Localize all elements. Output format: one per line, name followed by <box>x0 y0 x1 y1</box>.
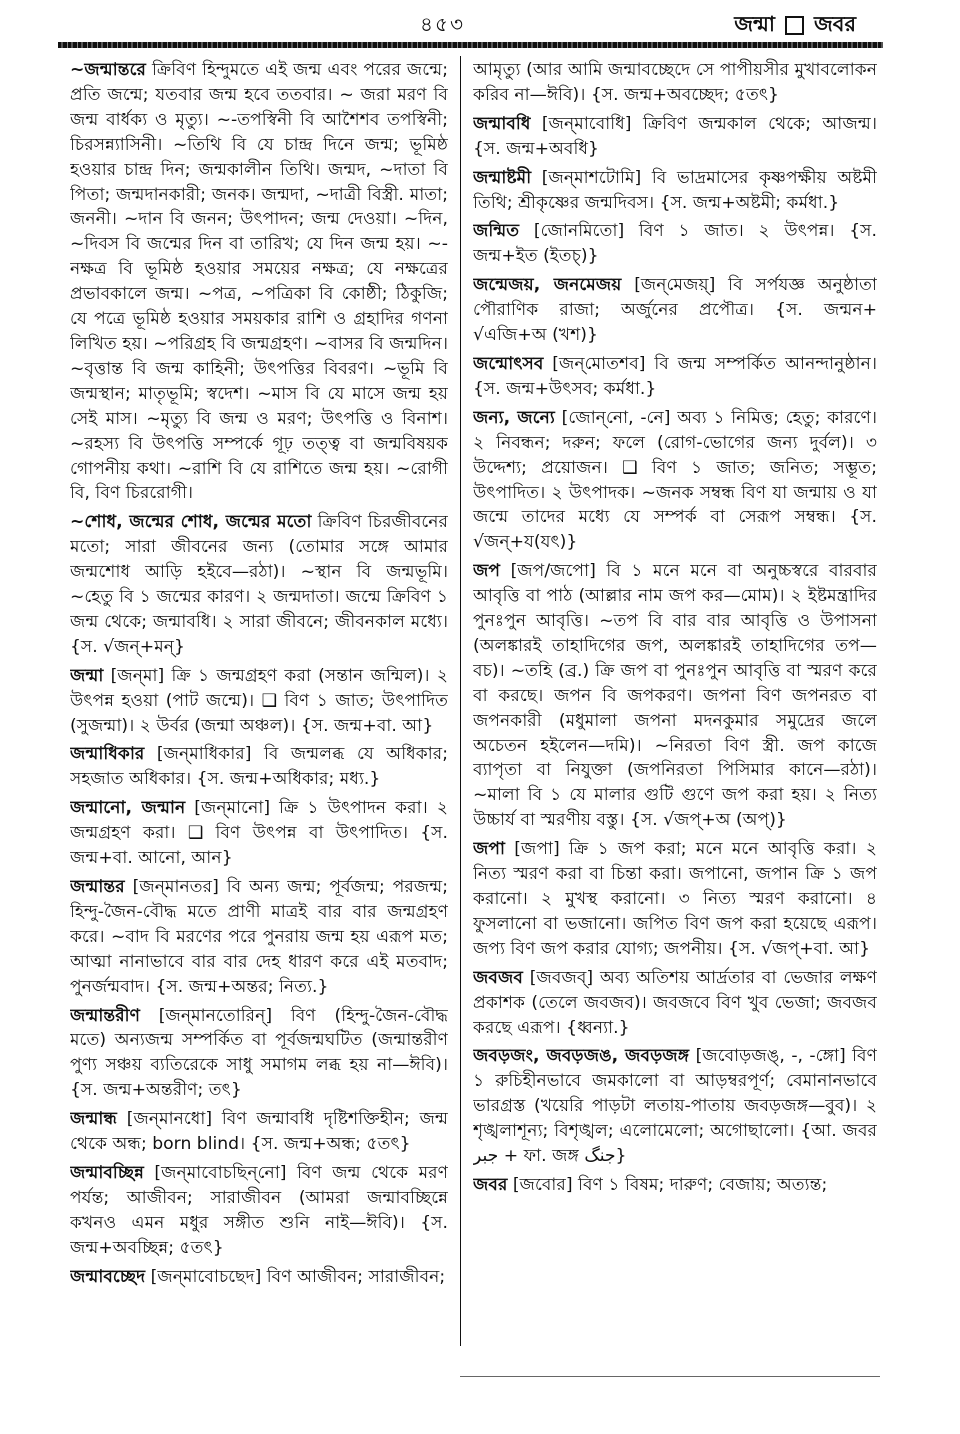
entry-headword: জবজব <box>473 967 523 988</box>
dictionary-entry <box>70 796 448 871</box>
dictionary-entry <box>70 1161 448 1261</box>
guide-box-icon <box>785 16 804 35</box>
dictionary-entry <box>473 166 877 216</box>
entry-headword: জন্মাবচ্ছেদ <box>70 1266 146 1287</box>
entry-headword: জন্মান্তর <box>70 877 125 897</box>
entry-definition: [জন্‌মোতশব] বি জন্ম সম্পর্কিত আনন্দানুষ্ঠান। {স. জন্ম+উৎসব; কর্মধা.} <box>473 353 877 399</box>
entry-headword: জপা <box>473 839 506 860</box>
entry-definition: [জন্‌মাবোধি] ক্রিবিণ জন্মকাল থেকে; আজন্ম। {স. জন্ম+অবধি} <box>473 113 877 159</box>
dictionary-entry <box>473 406 877 555</box>
entry-definition: [জন্‌মাশটোমি] বি ভাদ্রমাসের কৃষ্ণপক্ষীয় অষ্টমী তিথি; শ্রীকৃষ্ণের জন্মদিবস। {স. জন্ম+অষ্টমী; কর্মধা.} <box>473 167 877 213</box>
entry-definition: [জন্‌মানতোরিন্‌] বিণ (হিন্দু-জৈন-বৌদ্ধ মতে) অন্যজন্ম সম্পর্কিত বা পূর্বজন্মঘটিত (জন্মান্তরীণ পুণ্য সঞ্চয় ব্যতিরেকে সাধু সমাগম লব্ধ হয় না—ঈবি)। {স. জন্ম+অন্তরীণ; তৎ} <box>70 1005 448 1101</box>
guide-word-first: জন্মা <box>734 12 775 36</box>
left-column <box>70 58 448 1348</box>
entry-definition: [জন্‌মাবোচছেদ] বিণ আজীবন; সারাজীবন; <box>145 1266 446 1287</box>
entry-headword: জন্মানো, জন্মান <box>70 798 186 819</box>
entry-headword: জন্মান্ধ <box>70 1109 117 1130</box>
dictionary-entry <box>70 1004 448 1104</box>
entry-definition: [জোনমিতো] বিণ ১ জাত। ২ উৎপন্ন। {স. জন্ম+ইত (ইতচ্‌)} <box>473 221 877 267</box>
entry-headword: জন্য, জন্যে <box>473 407 555 428</box>
dictionary-entry <box>473 219 877 269</box>
entry-headword: জবর <box>473 1174 508 1195</box>
entry-headword: জন্মিত <box>473 221 520 242</box>
entry-headword: জন্মেজয়, জনমেজয় <box>473 275 622 296</box>
dictionary-entry <box>70 742 448 792</box>
dictionary-entry <box>473 352 877 402</box>
footer-rule <box>460 1376 880 1377</box>
dictionary-entry <box>70 1265 448 1290</box>
entry-definition: [জন্‌মানধো] বিণ জন্মাবধি দৃষ্টিশক্তিহীন; জন্ম থেকে অন্ধ; born blind। {স. জন্ম+অন্ধ; ৫তৎ} <box>70 1109 448 1155</box>
entry-headword: জন্মোৎসব <box>473 353 544 374</box>
entry-definition: [জন্‌মানো] ক্রি ১ উৎপাদন করা। ২ জন্মগ্রহণ করা। ❑ বিণ উৎপন্ন বা উৎপাদিত। {স. জন্ম+বা. আনো, আন} <box>70 798 448 869</box>
entry-definition: [জবোর] বিণ ১ বিষম; দারুণ; বেজায়; অত্যন্ত; <box>507 1174 828 1195</box>
entry-definition: [জপ/জপো] বি ১ মনে মনে বা অনুচ্চস্বরে বারবার আবৃত্তি বা পাঠ (আল্লার নাম জপ কর—মোম)। ২ ইষ্টমন্ত্রাদির পুনঃপুন আবৃত্তি। ~তপ বি বার বার আবৃত্তি ও উপাসনা (অলঙ্কারই তাহাদিগের জপ, অলঙ্কারই তাহাদিগের তপ—বচ)। ~তহি (ব্র.) ক্রি জপ বা পুনঃপুন আবৃত্তি বা স্মরণ করে বা করছে। জপন বি জপকরণ। জপনা বিণ জপনরত বা জপনকারী (মধুমালা জপনা মদনকুমার সমুদ্রের জলে অচেতন হইলেন—দমি)। ~নিরতা বিণ স্ত্রী. জপ কাজে ব্যাপৃতা বা নিযুক্তা (জপনিরতা পিসিমার কানে—রঠা)। ~মালা বি ১ যে মালার গুটি গুণে জপ করা হয়। ২ নিত্য উচ্চার্য বা স্মরণীয় বস্তু। {স. √জপ্‌+অ (অপ্‌)} <box>473 561 877 831</box>
entry-definition: আমৃত্যু (আর আমি জন্মাবচ্ছেদে সে পাপীয়সীর মুখাবলোকন করিব না—ঈবি)। {স. জন্ম+অবচ্ছেদ; ৫তৎ} <box>473 60 877 105</box>
entry-headword: জন্মাধিকার <box>70 744 145 765</box>
entry-definition: [জবজব্‌] অব্য অতিশয় আর্দ্রতার বা ভেজার লক্ষণ প্রকাশক (তেলে জবজব)। জবজবে বিণ খুব ভেজা; জবজব করছে এরূপ। {ধ্বন্যা.} <box>473 967 877 1038</box>
column-divider <box>460 56 461 1346</box>
dictionary-entry <box>473 58 877 108</box>
entry-definition: [জন্‌মাধিকার] বি জন্মলব্ধ যে অধিকার; সহজাত অধিকার। {স. জন্ম+অধিকার; মধ্য.} <box>70 744 448 790</box>
guide-word-last: জবর <box>813 12 856 36</box>
entry-definition: [জোন্‌নো, -নে] অব্য ১ নিমিত্ত; হেতু; কারণে। ২ নিবন্ধন; দরুন; ফলে (রোগ-ভোগের জন্য দুর্বল)। ৩ উদ্দেশ্য; প্রয়োজন। ❑ বিণ ১ জাত; জনিত; সম্ভূত; উৎপাদিত। ২ উৎপাদক। ~জনক সম্বন্ধ বিণ যা জন্মায় ও যা জন্মে তাদের মধ্যে যে সম্পর্ক বা সেরূপ সম্বন্ধ। {স. √জন্‌+য(যৎ)} <box>473 407 877 553</box>
dictionary-entry <box>70 58 448 506</box>
right-column <box>473 58 877 1348</box>
dictionary-entry <box>473 1044 877 1169</box>
entry-definition: [জন্‌মেজয়্‌] বি সর্পযজ্ঞ অনুষ্ঠাতা পৌরাণিক রাজা; অর্জুনের প্রপৌত্র। {স. জন্মন+ √এজি+অ (খশ)} <box>473 275 877 346</box>
entry-definition: [জন্‌মানতর] বি অন্য জন্ম; পূর্বজন্ম; পরজন্ম; হিন্দু-জৈন-বৌদ্ধ মতে প্রাণী মাত্রই বার বার জন্মগ্রহণ করে। ~বাদ বি মরণের পরে পুনরায় জন্ম হয় এরূপ মত; আত্মা নানাভাবে বার বার দেহ ধারণ করে এই মতবাদ; পুনর্জন্মবাদ। {স. জন্ম+অন্তর; নিত্য.} <box>70 877 448 997</box>
page-number: ৪৫৩ <box>420 12 465 36</box>
entry-definition: ক্রিবিণ চিরজীবনের মতো; সারা জীবনের জন্য (তোমার সঙ্গে আমার জন্মশোধ আড়ি হইবে—রঠা)। ~স্থান বি জন্মভূমি। ~হেতু বি ১ জন্মের কারণ। ২ জন্মদাতা। জন্মে ক্রিবিণ ১ জন্ম থেকে; জন্মাবধি। ২ সারা জীবনে; জীবনকাল মধ্যে। {স. √জন্‌+মন্‌} <box>70 512 448 657</box>
entry-headword: জন্মাষ্টমী <box>473 167 532 188</box>
dictionary-entry <box>473 273 877 348</box>
header-rule <box>58 42 883 48</box>
entry-headword: ~জন্মান্তরে <box>70 60 146 80</box>
dictionary-entry <box>70 1107 448 1157</box>
dictionary-entry <box>473 112 877 162</box>
entry-definition: [জন্‌মাবোচছিন্‌নো] বিণ জন্ম থেকে মরণ পর্যন্ত; আজীবন; সারাজীবন (আমরা জন্মাবচ্ছিন্নে কখনও এমন মধুর সঙ্গীত শুনি নাই—ঈবি)। {স. জন্ম+অবচ্ছিন্ন; ৫তৎ} <box>70 1162 448 1258</box>
dictionary-entry <box>70 664 448 739</box>
entry-definition: [জপা] ক্রি ১ জপ করা; মনে মনে আবৃত্তি করা। ২ নিত্য স্মরণ করা বা চিন্তা করা। জপানো, জপান ক্রি ১ জপ করানো। ২ মুখস্থ করানো। ৩ নিত্য স্মরণ করানো। ৪ ফুসলানো বা ভজানো। জপিত বিণ জপ করা হয়েছে এরূপ। জপ্য বিণ জপ করার যোগ্য; জপনীয়। {স. √জপ্‌+বা. আ} <box>473 839 877 959</box>
entry-headword: জন্মা <box>70 665 104 686</box>
dictionary-entry <box>473 966 877 1041</box>
dictionary-entry <box>70 510 448 659</box>
guide-words <box>734 8 856 43</box>
dictionary-entry <box>473 837 877 962</box>
entry-headword: ~শোধ, জন্মের শোধ, জন্মের মতো <box>70 512 312 533</box>
entry-headword: জন্মাবধি <box>473 113 531 134</box>
entry-headword: জপ <box>473 561 501 582</box>
entry-headword: জন্মাবচ্ছিন্ন <box>70 1162 144 1183</box>
dictionary-entry <box>473 1173 877 1198</box>
entry-definition: ক্রিবিণ হিন্দুমতে এই জন্ম এবং পরের জন্মে; প্রতি জন্মে; যতবার জন্ম হবে ততবার। ~ জরা মরণ বি জন্ম বার্ধক্য ও মৃত্যু। ~-তপস্বিনী বি আশৈশব তপস্বিনী; চিরসন্ন্যাসিনী। ~তিথি বি যে চান্দ্র দিনে জন্ম; ভূমিষ্ঠ হওয়ার চান্দ্র দিন; জন্মকালীন তিথি। জন্মদ, ~দাতা বি পিতা; জন্মদানকারী; জনক। জন্মদা, ~দাত্রী বিস্ত্রী. মাতা; জননী। ~দান বি জনন; উৎপাদন; জন্ম দেওয়া। ~দিন, ~দিবস বি জন্মের দিন বা তারিখ; যে দিন জন্ম হয়। ~-নক্ষত্র বি ভূমিষ্ঠ হওয়ার সময়ের নক্ষত্র; যে নক্ষত্রের প্রভাবকালে জন্ম। ~পত্র, ~পত্রিকা বি কোষ্ঠী; ঠিকুজি; যে পত্রে ভূমিষ্ঠ হওয়ার সময়কার রাশি ও গ্রহাদির গণনা লিখিত হয়। ~পরিগ্রহ বি জন্মগ্রহণ। ~বাসর বি জন্মদিন। ~বৃত্তান্ত বি জন্ম কাহিনী; উৎপত্তির বিবরণ। ~ভূমি বি জন্মস্থান; মাতৃভূমি; স্বদেশ। ~মাস বি যে মাসে জন্ম হয় সেই মাস। ~মৃত্যু বি জন্ম ও মরণ; উৎপত্তি ও বিনাশ। ~রহস্য বি উৎপত্তি সম্পর্কে গূঢ় তত্ত্ব বা জন্মবিষয়ক গোপনীয় কথা। ~রাশি বি যে রাশিতে জন্ম হয়। ~রোগী বি, বিণ চিররোগী। <box>70 60 448 504</box>
entry-definition: [জবোড়জঙ্‌, -, -ঙ্গো] বিণ ১ রুচিহীনভাবে জমকালো বা আড়ম্বরপূর্ণ; বেমানানভাবে ভারগ্রস্ত (খয়েরি পাড়টা লতায়-পাতায় জবড়জঙ্গ—বুব)। ২ শৃঙ্খলাশূন্য; বিশৃঙ্খল; এলোমেলো; অগোছালো। {আ. জবর جبر + ফা. জঙ্গ جنگ} <box>473 1046 877 1167</box>
entry-definition: [জন্‌মা] ক্রি ১ জন্মগ্রহণ করা (সন্তান জন্মিল)। ২ উৎপন্ন হওয়া (পাট জন্মে)। ❑ বিণ ১ জাত; উৎপাদিত (সুজন্মা)। ২ উর্বর (জন্মা অঞ্চল)। {স. জন্ম+বা. আ} <box>70 665 448 736</box>
dictionary-entry <box>473 559 877 833</box>
page-header <box>0 0 960 40</box>
entry-headword: জন্মান্তরীণ <box>70 1005 140 1026</box>
dictionary-entry <box>70 875 448 1000</box>
entry-headword: জবড়জং, জবড়জঙ, জবড়জঙ্গ <box>473 1046 690 1067</box>
